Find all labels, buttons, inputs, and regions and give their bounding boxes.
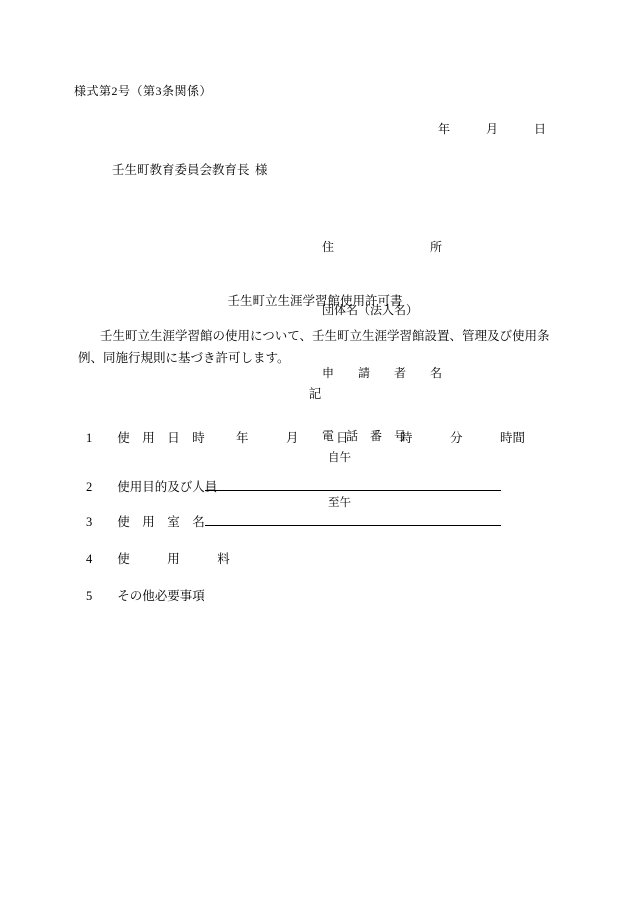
date-line: 年 月 日 [438,122,547,136]
item-5-number: 5 [86,589,93,603]
ki-marker: 記 [308,387,322,401]
item-4-number: 4 [86,552,93,566]
applicant-field-organization: 団体名（法人名） [322,303,419,317]
item-5-label [86,586,205,604]
item-1-label [86,428,205,446]
item-5-title: その他必要事項 [117,589,205,603]
item-3-write-rule [205,525,501,526]
item-2-label [86,477,217,495]
item-2-title: 使用目的及び人員 [117,480,218,494]
form-number: 様式第2号（第3条関係） [74,84,213,98]
body-paragraph [78,325,558,369]
item-1-ampm-block [328,421,351,541]
addressee: 壬生町教育委員会教育長 [112,163,250,177]
page-title: 壬生町立生涯学習館使用許可書 [227,294,403,308]
item-1-from-label: 自午 [328,452,351,464]
applicant-field-phone: 電 話 番 号 [322,429,407,443]
applicant-field-address: 住 所 [322,240,443,254]
item-1-date-field: 年 月 日 [236,431,349,445]
item-2-number: 2 [86,480,93,494]
item-1-to-label: 至午 [328,497,351,509]
item-2-write-rule [205,490,501,491]
item-4-title: 使 用 料 [117,552,230,566]
item-3-number: 3 [86,515,93,529]
item-1-time-field: 時 分 時間 [400,431,526,445]
body-paragraph-text: 壬生町立生涯学習館の使用について、壬生町立生涯学習館設置、管理及び使用条例、同施行規則に基づき許可します。 [78,329,550,365]
item-3-label [86,512,205,530]
item-1-number: 1 [86,431,93,445]
item-1-title: 使 用 日 時 [117,431,205,445]
applicant-field-name: 申 請 者 名 [322,366,443,380]
item-3-title: 使 用 室 名 [117,515,205,529]
addressee-honorific: 様 [255,163,268,177]
item-4-label [86,549,230,567]
